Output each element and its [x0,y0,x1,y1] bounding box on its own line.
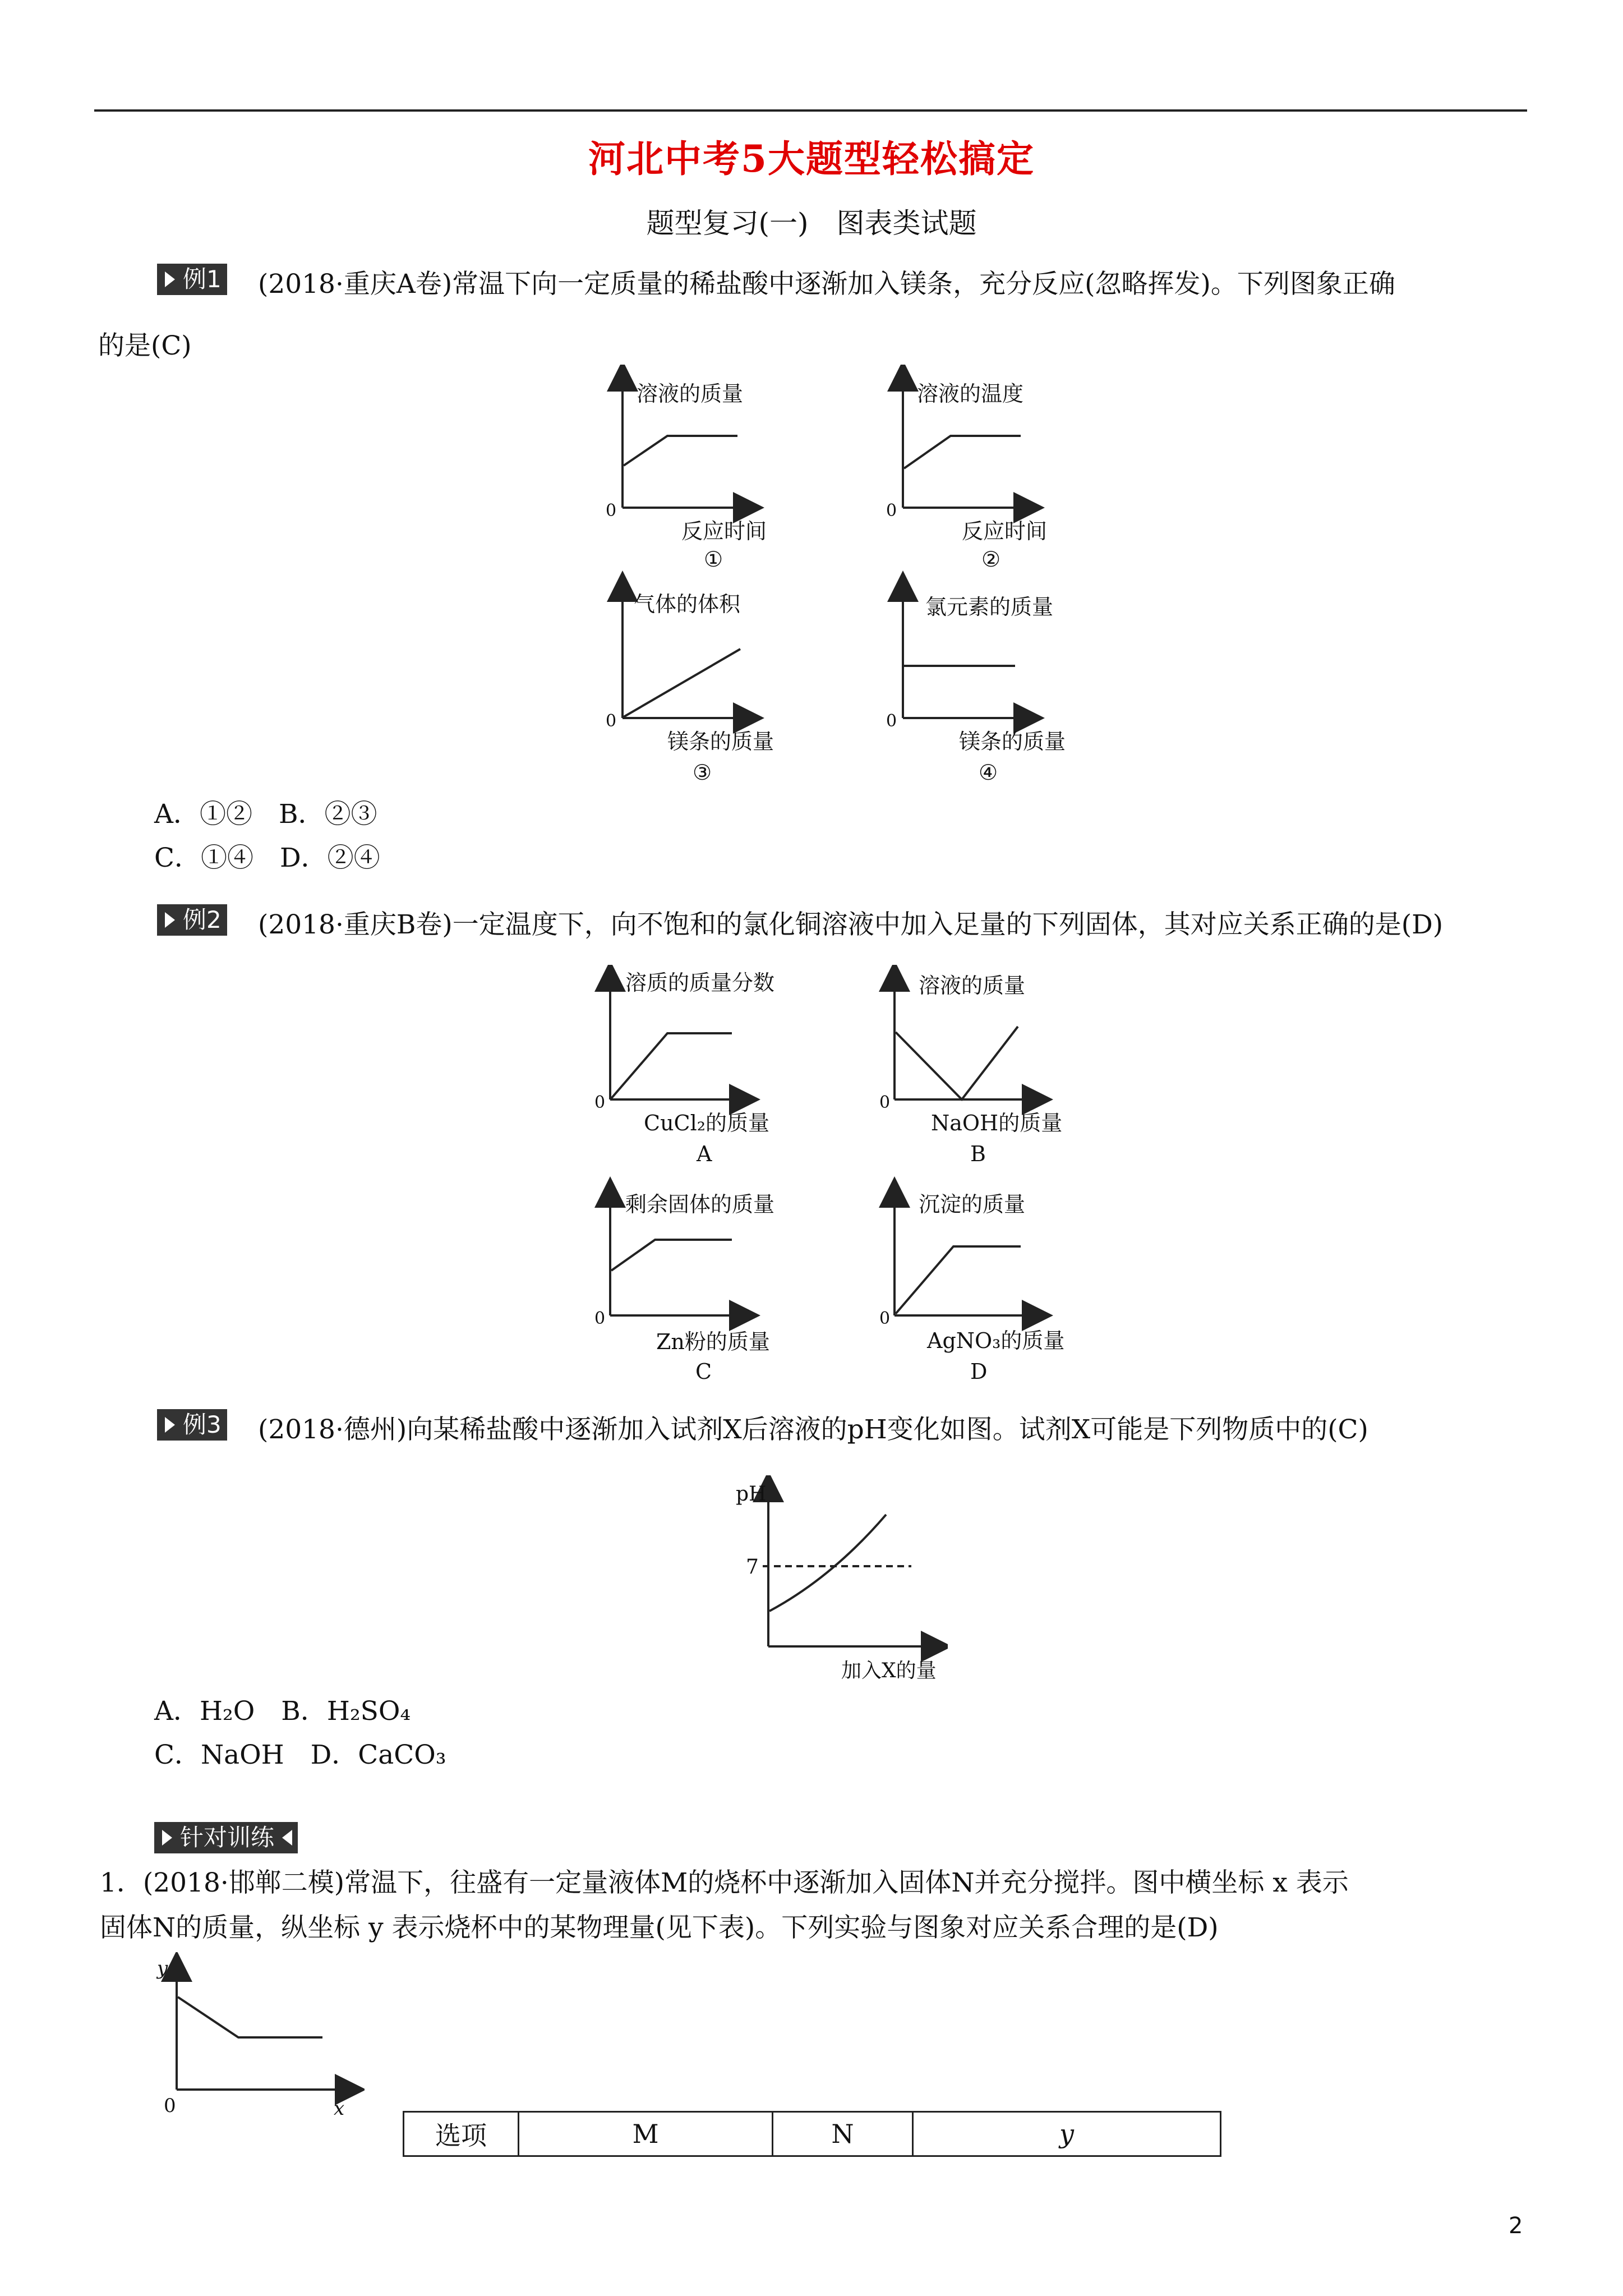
graph-c-xlabel: Zn粉的质量 [656,1329,770,1354]
graph-4-xlabel: 镁条的质量 [959,729,1066,754]
play-icon [165,1417,175,1433]
graph-b-origin: 0 [879,1093,891,1112]
graph-4-origin: 0 [886,711,897,731]
ph-curve [769,1515,886,1611]
example-2-tag: 例2 [157,904,227,936]
header-rule [94,109,1527,112]
graph-c-curve [611,1240,732,1271]
table-header-cell: M [519,2112,773,2156]
graph-b-letter: B [970,1142,986,1166]
example-1-answer-line: 的是(C) [98,330,192,361]
graph-3-number: ③ [693,760,712,785]
options-table [403,2111,1221,2157]
ph-ylabel: pH [736,1483,767,1506]
graph-a-origin: 0 [594,1093,606,1112]
graph-c-letter: C [695,1359,712,1384]
example-1-tag: 例1 [157,264,227,295]
graph-3-ylabel: 气体的体积 [634,592,741,616]
play-icon [165,272,175,287]
graph-a-curve [611,1033,732,1098]
training-xlabel: x [334,2097,345,2120]
graph-a-letter: A [697,1142,712,1166]
example-3-tag: 例3 [157,1409,227,1441]
example-2-graphs [589,965,1094,1397]
graph-c-ylabel: 剩余固体的质量 [625,1192,775,1217]
graph-a-xlabel: CuCl₂的质量 [644,1111,770,1135]
graph-3-curve [624,649,740,717]
graph-1-origin: 0 [606,501,617,521]
table-header-cell: 选项 [404,2112,519,2156]
play-icon [165,912,175,928]
example-1-options-2: C．①④ D．②④ [154,843,380,873]
graph-a-ylabel: 溶质的质量分数 [625,970,775,995]
training-curve [178,1997,322,2037]
training-graph [151,1952,365,2120]
graph-2-origin: 0 [886,501,897,521]
graph-3-xlabel: 镁条的质量 [667,729,774,754]
table-header-cell: y [913,2112,1221,2156]
ph-xlabel: 加入X的量 [841,1659,937,1682]
page-subtitle: 题型复习(一) 图表类试题 [646,207,977,240]
training-origin: 0 [164,2095,176,2117]
graph-b-ylabel: 溶液的质量 [919,973,1026,998]
example-1-options-1: A．①② B．②③ [154,799,377,830]
graph-1-ylabel: 溶液的质量 [637,381,744,406]
graph-b-xlabel: NaOH的质量 [931,1111,1063,1135]
example-3-ph-graph [723,1475,948,1683]
graph-2-curve [904,436,1021,468]
ph-tick-7: 7 [746,1556,759,1579]
graph-1-curve [624,436,737,466]
example-3-options-2: C．NaOH D．CaCO₃ [154,1740,446,1770]
example-1-graphs [583,365,1088,791]
page-number: 2 [1509,2213,1523,2239]
graph-d-letter: D [970,1359,988,1384]
training-question-1-line-2: 固体N的质量，纵坐标 y 表示烧杯中的某物理量(见下表)。下列实验与图象对应关系合理的是(D) [100,1912,1219,1943]
graph-4-number: ④ [979,760,998,785]
graph-2-ylabel: 溶液的温度 [917,381,1024,406]
training-ylabel: y [157,1957,168,1980]
training-tag: 针对训练 [154,1822,298,1853]
graph-1-xlabel: 反应时间 [681,519,767,544]
play-left-icon [282,1830,292,1846]
graph-d-ylabel: 沉淀的质量 [919,1192,1026,1217]
graph-d-origin: 0 [879,1309,891,1328]
graph-2-number: ② [981,547,1001,572]
graph-2-xlabel: 反应时间 [962,519,1048,544]
graph-b-curve [896,1027,1018,1099]
page-title: 河北中考5大题型轻松搞定 [588,137,1035,181]
graph-d-xlabel: AgNO₃的质量 [927,1328,1065,1353]
example-1-question: (2018·重庆A卷)常温下向一定质量的稀盐酸中逐渐加入镁条，充分反应(忽略挥发)。下列图象正确 [258,269,1395,300]
table-header-cell: N [773,2112,913,2156]
play-icon [162,1830,172,1846]
graph-3-origin: 0 [606,711,617,731]
example-3-question: (2018·德州)向某稀盐酸中逐渐加入试剂X后溶液的pH变化如图。试剂X可能是下列物质中的(C) [258,1414,1368,1445]
graph-c-origin: 0 [594,1309,606,1328]
table-header-row [404,2112,1221,2156]
example-2-question: (2018·重庆B卷)一定温度下，向不饱和的氯化铜溶液中加入足量的下列固体，其对应关系正确的是(D) [258,909,1444,940]
graph-d-curve [896,1246,1021,1314]
graph-1-number: ① [704,547,723,572]
graph-4-ylabel: 氯元素的质量 [925,595,1054,619]
example-3-options-1: A．H₂O B．H₂SO₄ [154,1696,411,1727]
training-question-1-line-1: 1．(2018·邯郸二模)常温下，往盛有一定量液体M的烧杯中逐渐加入固体N并充分搅拌。图中横坐标 x 表示 [100,1867,1349,1898]
